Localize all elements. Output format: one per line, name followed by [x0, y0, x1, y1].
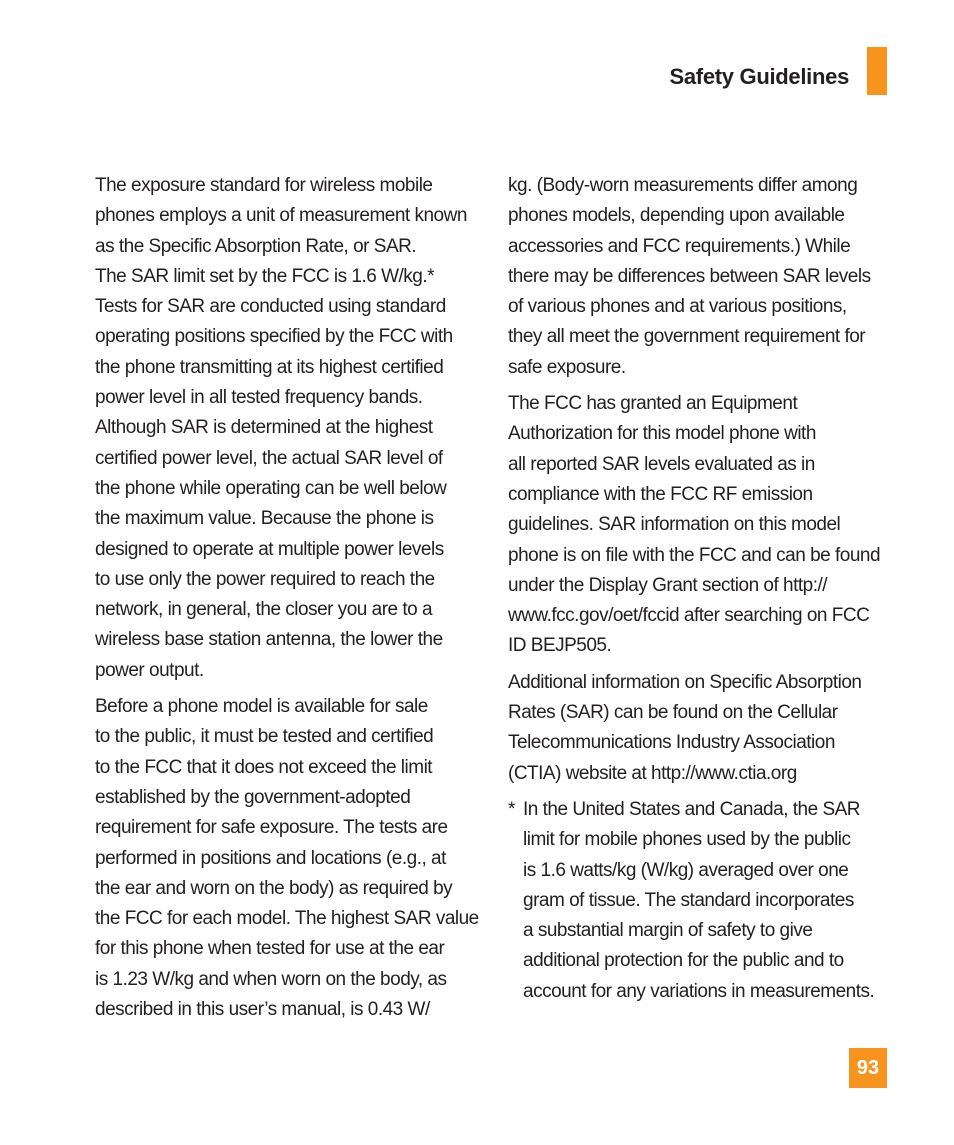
text-line: network, in general, the closer you are to a	[95, 599, 433, 621]
text-line: the FCC for each model. The highest SAR value	[95, 908, 479, 930]
text-line: gram of tissue. The standard incorporates	[523, 889, 854, 911]
text-line: established by the government-adopted	[95, 786, 411, 808]
text-line: the ear and worn on the body) as required by	[95, 877, 453, 899]
text-line: additional protection for the public and to	[523, 950, 844, 972]
text-line: Rates (SAR) can be found on the Cellular	[508, 702, 838, 724]
text-line: under the Display Grant section of http://	[508, 574, 828, 596]
right-column	[508, 171, 893, 1013]
text-line: is 1.6 watts/kg (W/kg) averaged over one	[523, 859, 849, 881]
section-tab-marker	[867, 47, 887, 95]
text-line: there may be differences between SAR levels	[508, 265, 871, 287]
paragraph-additional-info	[508, 668, 893, 789]
text-line: phones models, depending upon available	[508, 205, 845, 227]
text-line: Although SAR is determined at the highest	[95, 417, 433, 439]
text-line: phone is on file with the FCC and can be found	[508, 544, 881, 566]
text-line: a substantial margin of safety to give	[523, 920, 813, 942]
text-line: power level in all tested frequency bands.	[95, 387, 423, 409]
paragraph-equipment-authorization	[508, 389, 893, 662]
text-line: Before a phone model is available for sale	[95, 696, 428, 718]
text-line: as the Specific Absorption Rate, or SAR.	[95, 235, 417, 257]
text-line: operating positions specified by the FCC with	[95, 326, 453, 348]
text-line: Additional information on Specific Absorption	[508, 671, 862, 693]
text-line: to the public, it must be tested and certified	[95, 726, 434, 748]
paragraph-testing-certification	[95, 692, 480, 1025]
text-line: (CTIA) website at http://www.ctia.org	[508, 762, 797, 784]
text-line: to use only the power required to reach the	[95, 568, 435, 590]
text-line: designed to operate at multiple power levels	[95, 538, 444, 560]
text-line: is 1.23 W/kg and when worn on the body, as	[95, 968, 447, 990]
text-line: all reported SAR levels evaluated as in	[508, 453, 815, 475]
text-line: In the United States and Canada, the SAR	[523, 798, 861, 820]
text-line: Tests for SAR are conducted using standard	[95, 296, 446, 318]
text-line: Authorization for this model phone with	[508, 423, 816, 445]
text-line: kg. (Body-worn measurements differ among	[508, 175, 858, 196]
text-line: power output.	[95, 659, 204, 681]
text-line: performed in positions and locations (e.g., at	[95, 847, 446, 869]
paragraph-sar-standard	[95, 171, 480, 686]
page-number-badge: 93	[849, 1048, 887, 1088]
text-line: phones employs a unit of measurement known	[95, 205, 467, 227]
paragraph-body-worn	[508, 171, 893, 383]
text-line: certified power level, the actual SAR level of	[95, 447, 443, 469]
text-line: the phone while operating can be well below	[95, 477, 447, 499]
text-line: the maximum value. Because the phone is	[95, 508, 434, 530]
text-line: guidelines. SAR information on this model	[508, 514, 841, 536]
text-line: requirement for safe exposure. The tests are	[95, 817, 448, 839]
text-line: for this phone when tested for use at the ear	[95, 938, 445, 960]
text-line: safe exposure.	[508, 356, 626, 378]
text-line: The SAR limit set by the FCC is 1.6 W/kg.*	[95, 265, 435, 287]
text-line: The exposure standard for wireless mobile	[95, 175, 433, 196]
page-section-title: Safety Guidelines	[669, 64, 849, 89]
footnote	[508, 795, 893, 1007]
text-line: accessories and FCC requirements.) While	[508, 235, 851, 257]
text-line: the phone transmitting at its highest certified	[95, 356, 444, 378]
text-line: described in this user’s manual, is 0.43 W/	[95, 999, 430, 1021]
text-line: to the FCC that it does not exceed the limit	[95, 756, 433, 778]
text-line: of various phones and at various positions,	[508, 296, 847, 318]
text-line: limit for mobile phones used by the public	[523, 829, 851, 851]
text-line: www.fcc.gov/oet/fccid after searching on FCC	[508, 605, 870, 627]
text-line: wireless base station antenna, the lower the	[95, 629, 443, 651]
left-column	[95, 171, 480, 1031]
text-line: account for any variations in measurements.	[523, 980, 875, 1002]
text-line: The FCC has granted an Equipment	[508, 393, 798, 415]
text-line: ID BEJP505.	[508, 635, 612, 657]
text-line: compliance with the FCC RF emission	[508, 483, 813, 505]
text-line: they all meet the government requirement for	[508, 326, 866, 348]
footnote-mark: *	[508, 798, 515, 820]
text-line: Telecommunications Industry Association	[508, 732, 835, 754]
